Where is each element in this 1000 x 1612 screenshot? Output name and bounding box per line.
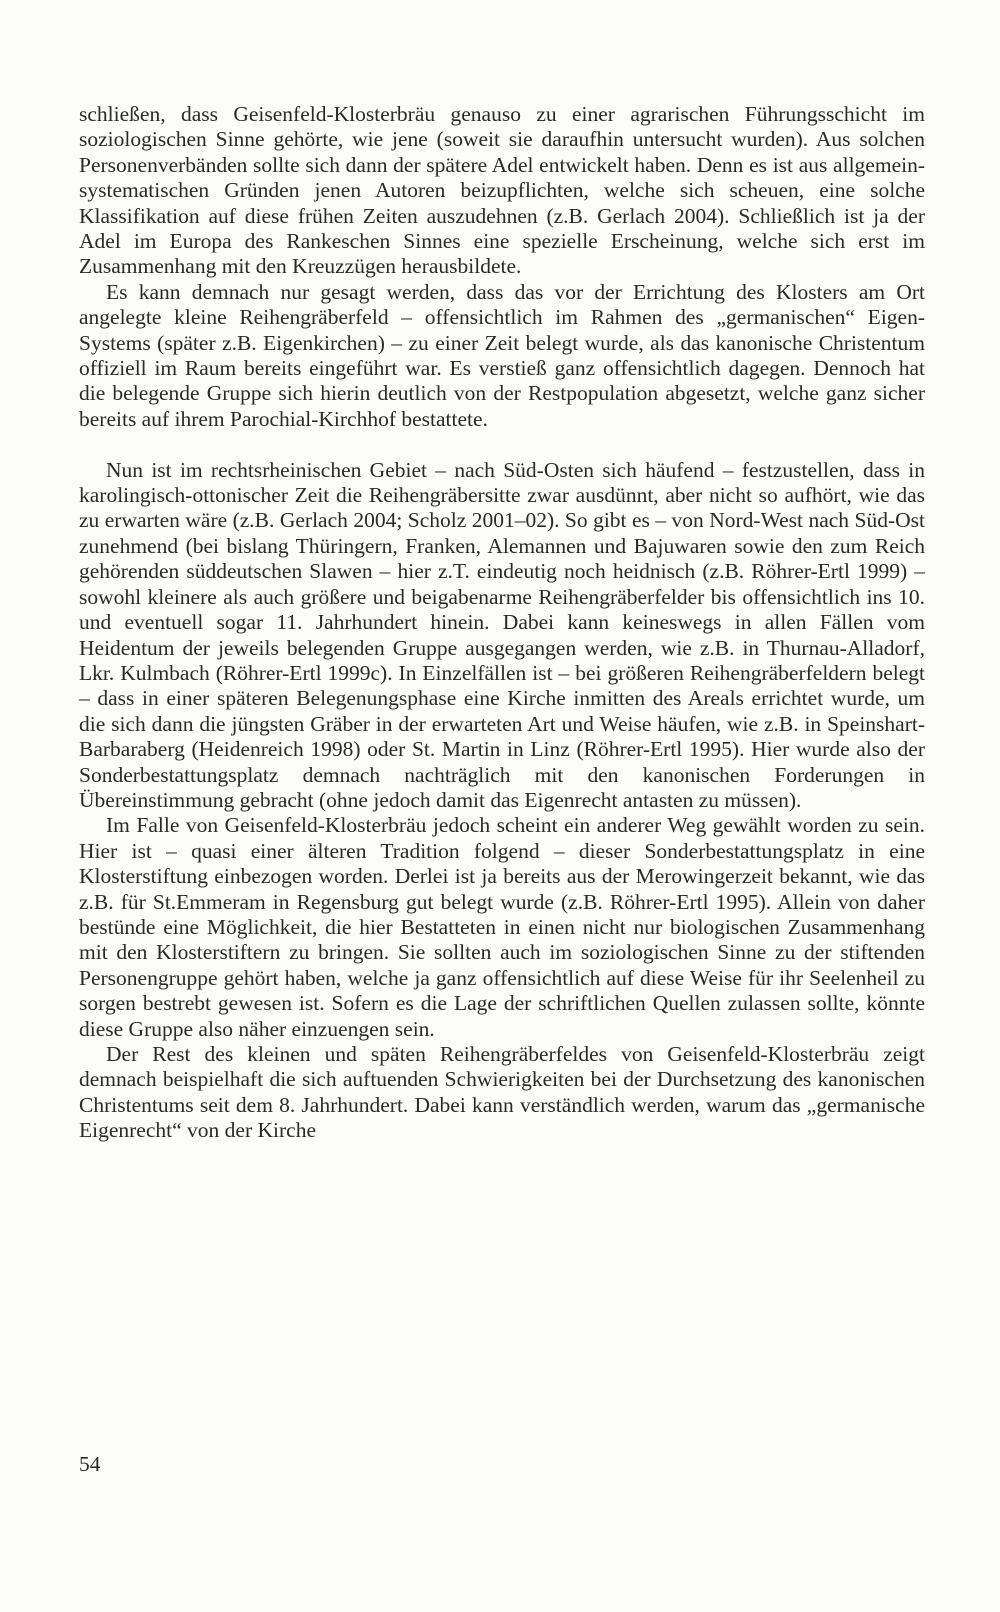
page-number: 54 — [79, 1452, 101, 1476]
paragraph-2: Es kann demnach nur gesagt werden, dass das vor der Errichtung des Klosters am Ort angelegte kleine Reihengräberfeld – offensichtlich im Rahmen des „germanischen“ Eigen-Systems (später z.B. Eigenkirchen) – zu einer Zeit belegt wurde, als das kanonische Christentum offiziell im Raum bereits eingeführt war. Es verstieß ganz offensichtlich dagegen. Dennoch hat die belegende Gruppe sich hierin deutlich von der Restpopulation abgesetzt, welche ganz sicher bereits auf ihrem Parochial-Kirchhof bestattete. — [79, 279, 925, 431]
paragraph-4: Im Falle von Geisenfeld-Klosterbräu jedoch scheint ein anderer Weg gewählt worden zu sein. Hier ist – quasi einer älteren Tradition folgend – dieser Sonderbestattungsplatz in eine Klosterstiftung einbezogen worden. Derlei ist ja bereits aus der Merowingerzeit bekannt, wie das z.B. für St.Emmeram in Regensburg gut belegt wurde (z.B. Röhrer-Ertl 1995). Allein von daher bestünde eine Möglichkeit, die hier Bestatteten in einen nicht nur biologischen Zusammenhang mit den Klosterstiftern zu bringen. Sie sollten auch im soziologischen Sinne zu der stiftenden Personengruppe gehört haben, welche ja ganz offensichtlich auf diese Weise für ihr Seelenheil zu sorgen bestrebt gewesen ist. Sofern es die Lage der schriftlichen Quellen zulassen sollte, könnte diese Gruppe also näher einzuengen sein. — [79, 813, 925, 1041]
paragraph-3: Nun ist im rechtsrheinischen Gebiet – nach Süd-Osten sich häufend – festzustellen, dass in karolingisch-ottonischer Zeit die Reihengräbersitte zwar ausdünnt, aber nicht so aufhört, wie das zu erwarten wäre (z.B. Gerlach 2004; Scholz 2001–02). So gibt es – von Nord-West nach Süd-Ost zunehmend (bei bislang Thüringern, Franken, Alemannen und Bajuwaren sowie den zum Reich gehörenden süddeutschen Slawen – hier z.T. eindeutig noch heidnisch (z.B. Röhrer-Ertl 1999) – sowohl kleinere als auch größere und beigabenarme Reihengräberfelder bis offensichtlich ins 10. und eventuell sogar 11. Jahrhundert hinein. Dabei kann keineswegs in allen Fällen vom Heidentum der jeweils belegenden Gruppe ausgegangen werden, wie z.B. in Thurnau-Alladorf, Lkr. Kulmbach (Röhrer-Ertl 1999c). In Einzelfällen ist – bei größeren Reihengräberfeldern belegt – dass in einer späteren Belegenungsphase eine Kirche inmitten des Areals errichtet wurde, um die sich dann die jüngsten Gräber in der erwarteten Art und Weise häufen, wie z.B. in Speinshart-Barbaraberg (Heidenreich 1998) oder St. Martin in Linz (Röhrer-Ertl 1995). Hier wurde also der Sonderbestattungsplatz demnach nachträglich mit den kanonischen Forderungen in Übereinstimmung gebracht (ohne jedoch damit das Eigenrecht antasten zu müssen). — [79, 457, 925, 812]
body-text — [79, 102, 925, 1144]
paragraph-1: schließen, dass Geisenfeld-Klosterbräu genauso zu einer agrarischen Führungsschicht im soziologischen Sinne gehörte, wie jene (soweit sie daraufhin untersucht wurden). Aus solchen Personenverbänden sollte sich dann der spätere Adel entwickelt haben. Denn es ist aus allgemein-systematischen Gründen jenen Autoren beizupflichten, welche sich scheuen, eine solche Klassifikation auf diese frühen Zeiten auszudehnen (z.B. Gerlach 2004). Schließlich ist ja der Adel im Europa des Rankeschen Sinnes eine spezielle Erscheinung, welche sich erst im Zusammenhang mit den Kreuzzügen herausbildete. — [79, 102, 925, 279]
paragraph-5: Der Rest des kleinen und späten Reihengräberfeldes von Geisenfeld-Klosterbräu zeigt demnach beispielhaft die sich auftuenden Schwierigkeiten bei der Durchsetzung des kanonischen Christentums seit dem 8. Jahrhundert. Dabei kann verständlich werden, warum das „germanische Eigenrecht“ von der Kirche — [79, 1042, 925, 1143]
